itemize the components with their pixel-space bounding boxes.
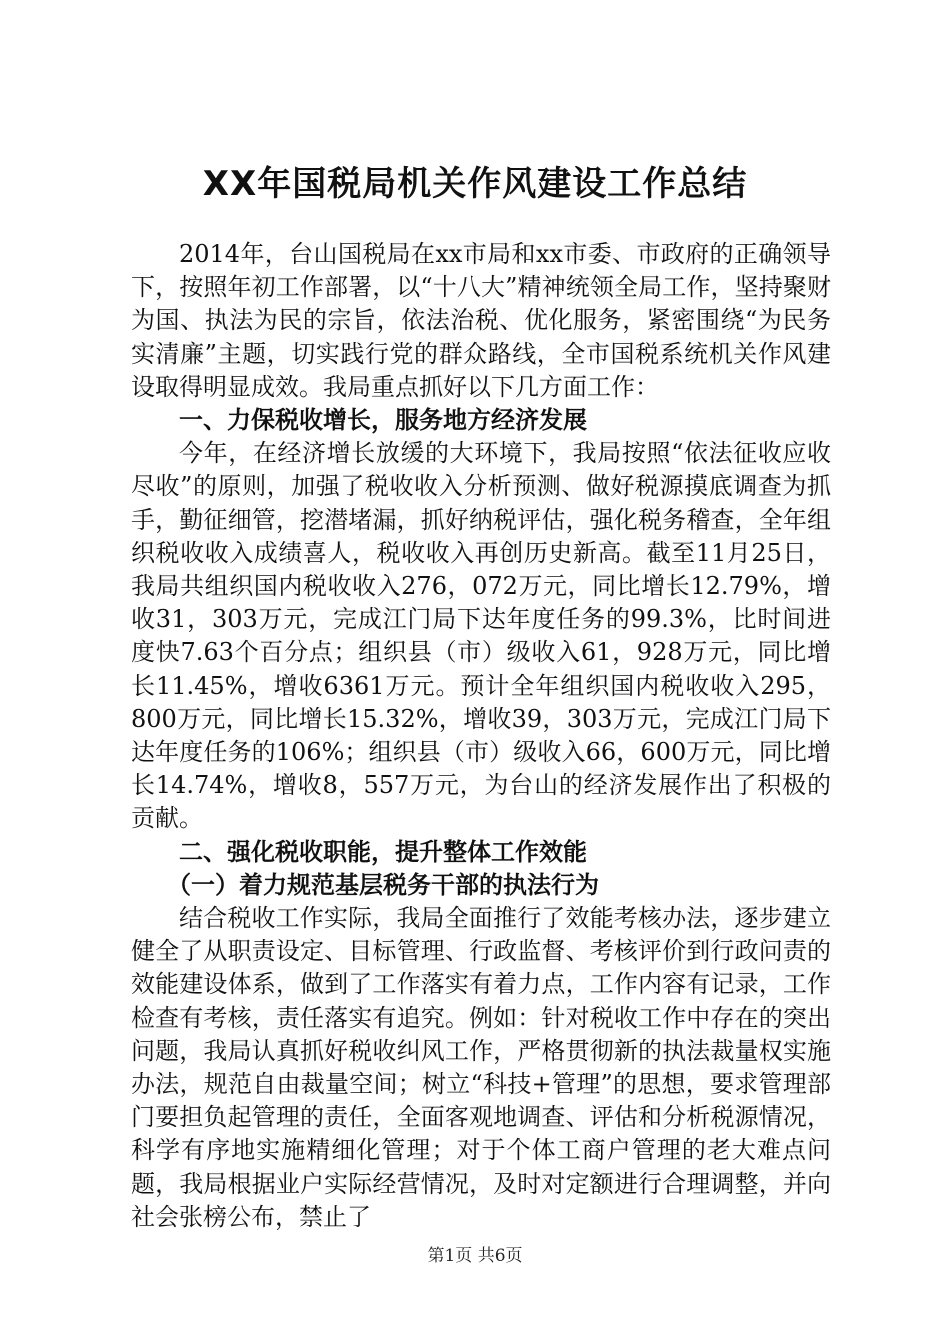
- section-1-paragraph: 今年，在经济增长放缓的大环境下，我局按照“依法征收应收尽收”的原则，加强了税收收入分析预测、做好税源摸底调查为抓手，勤征细管，挖潜堵漏，抓好纳税评估，强化税务稽查，全年组织税收收入成绩喜人，税收收入再创历史新高。截至11月25日，我局共组织国内税收收入276，072万元，同比增长12.79%，增收31，303万元，完成江门局下达年度任务的99.3%，比时间进度快7.63个百分点；组织县（市）级收入61，928万元，同比增长11.45%，增收6361万元。预计全年组织国内税收收入295，800万元，同比增长15.32%，增收39，303万元，完成江门局下达年度任务的106%；组织县（市）级收入66，600万元，同比增长14.74%，增收8，557万元，为台山的经济发展作出了积极的贡献。: [131, 439, 831, 833]
- section-heading-1: 一、力保税收增长，服务地方经济发展: [179, 406, 587, 435]
- section-heading-2: 二、强化税收职能，提升整体工作效能: [179, 837, 587, 866]
- document-title: XX年国税局机关作风建设工作总结: [202, 164, 748, 204]
- intro-paragraph: 2014年，台山国税局在xx市局和xx市委、市政府的正确领导下，按照年初工作部署，以“十八大”精神统领全局工作，坚持聚财为国、执法为民的宗旨，依法治税、优化服务，紧密围绕“为民务实清廉”主题，切实践行党的群众路线，全市国税系统机关作风建设取得明显成效。我局重点抓好以下几方面工作：: [131, 240, 831, 401]
- document-body: [131, 238, 831, 1234]
- page-footer: 第1页 共6页: [427, 1246, 523, 1266]
- subsection-2-1-paragraph: 结合税收工作实际，我局全面推行了效能考核办法，逐步建立健全了从职责设定、目标管理、行政监督、考核评价到行政问责的效能建设体系，做到了工作落实有着力点，工作内容有记录，工作检查有考核，责任落实有追究。例如：针对税收工作中存在的突出问题，我局认真抓好税收纠风工作，严格贯彻新的执法裁量权实施办法，规范自由裁量空间；树立“科技+管理”的思想，要求管理部门要担负起管理的责任，全面客观地调查、评估和分析税源情况，科学有序地实施精细化管理；对于个体工商户管理的老大难点问题，我局根据业户实际经营情况，及时对定额进行合理调整，并向社会张榜公布，禁止了: [131, 904, 831, 1231]
- subsection-heading-2-1: （一）着力规范基层税务干部的执法行为: [167, 870, 599, 899]
